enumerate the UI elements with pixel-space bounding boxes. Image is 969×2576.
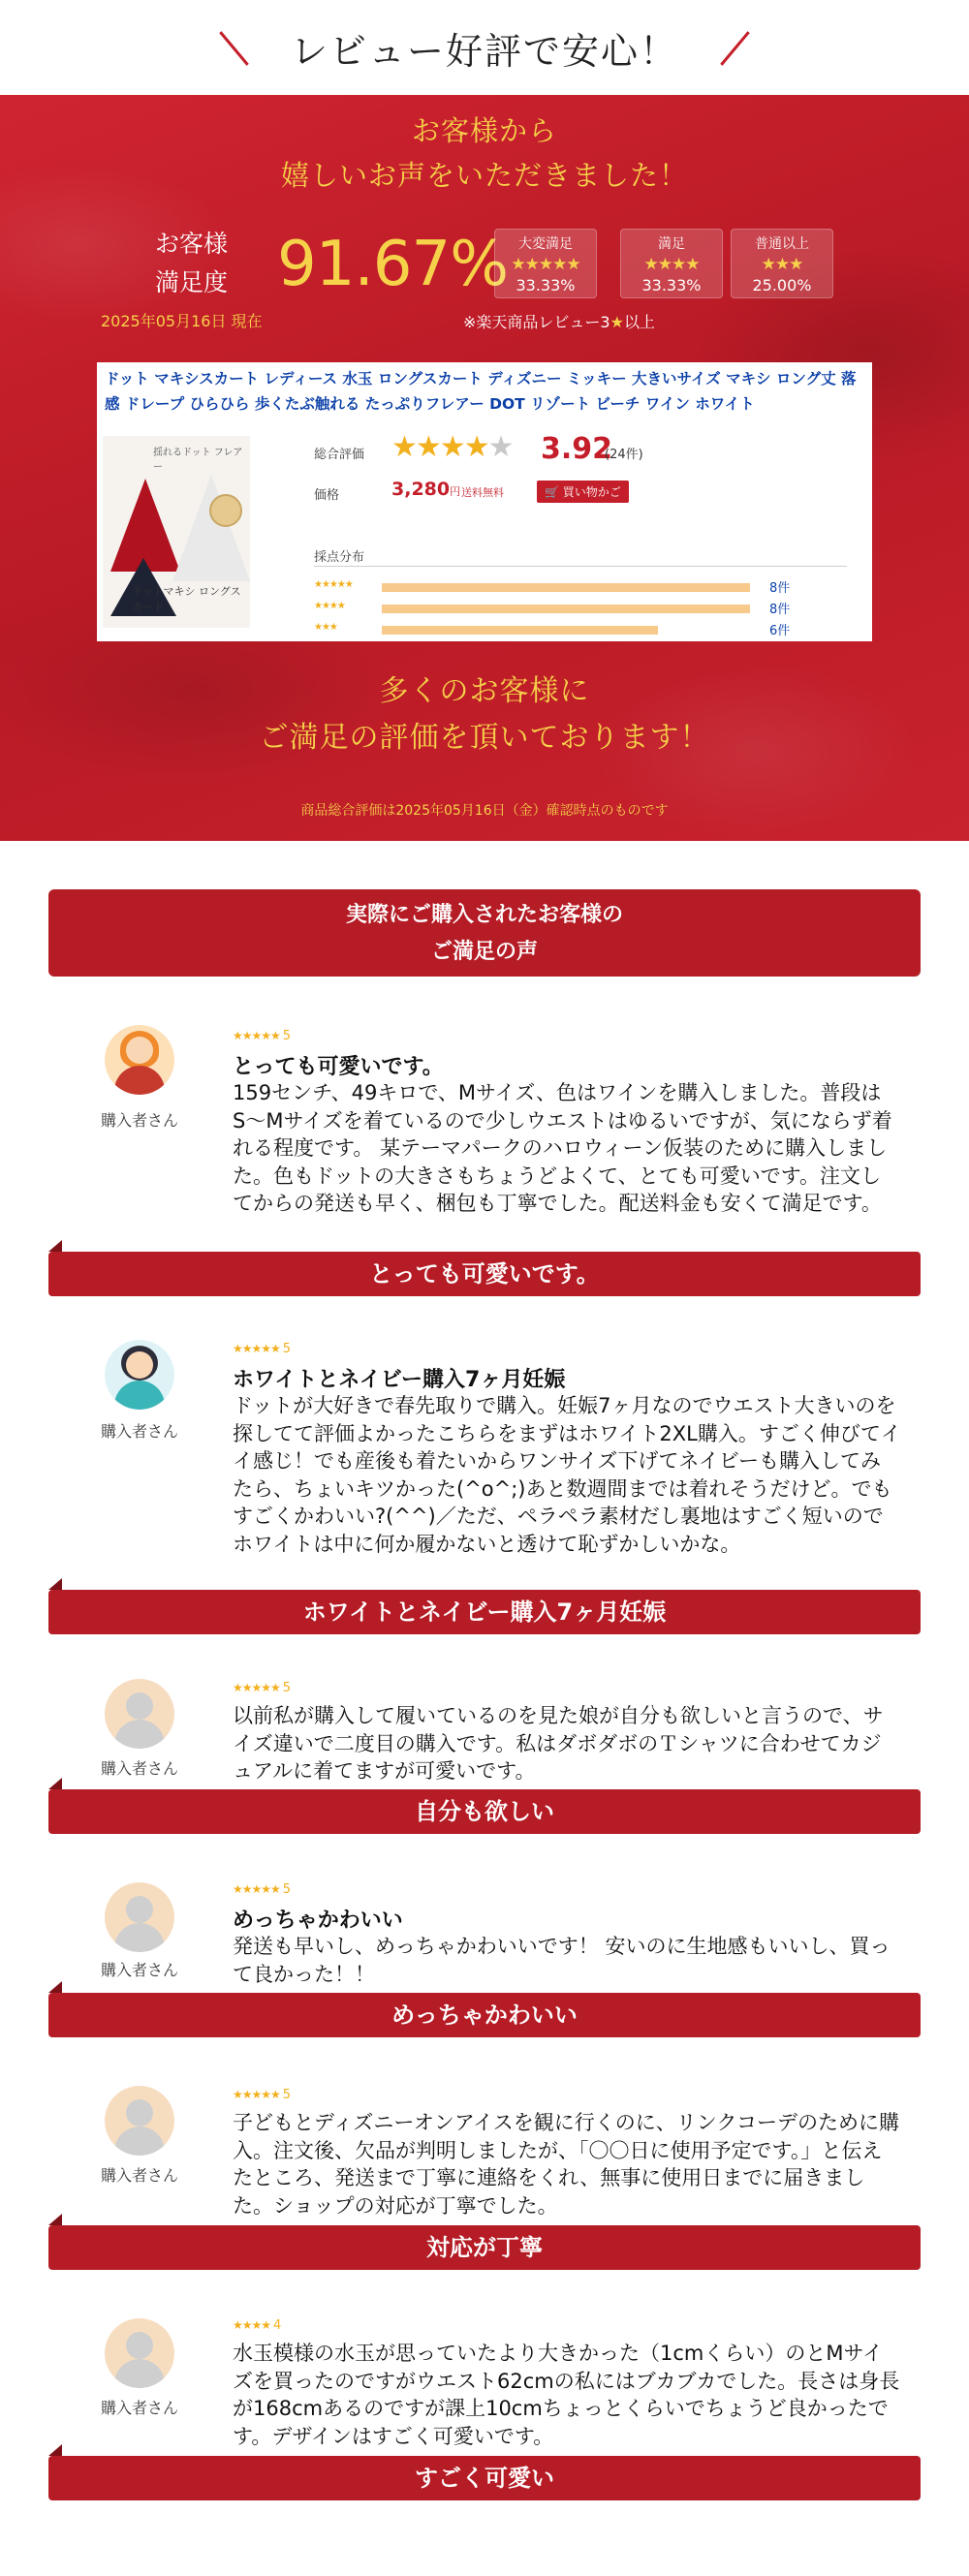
add-to-cart-button[interactable]: 🛒 買い物かご	[537, 481, 629, 503]
review-stars	[233, 2318, 280, 2333]
distribution-bar	[382, 626, 658, 635]
star-icon: ★★★★★	[233, 1342, 280, 1355]
page-header	[0, 0, 969, 95]
decorative-slash-left	[219, 31, 249, 66]
review-note-text: ※楽天商品レビュー3	[463, 313, 610, 331]
buyer-label: 購入者	[100, 1111, 147, 1130]
rating-number: 5	[282, 1681, 291, 1695]
overall-score: 3.92	[541, 432, 613, 466]
distribution-bar	[382, 605, 750, 613]
price-unit: 円	[450, 485, 461, 498]
buyer-label: 購入者	[100, 2166, 147, 2185]
thanks-heading	[0, 109, 969, 198]
review-item	[0, 1299, 969, 1636]
decorative-slash-right	[720, 31, 750, 66]
many-line-2: ご満足の評価を頂いております！	[259, 721, 710, 755]
image-caption: 揺れるドット フレアー	[153, 448, 243, 473]
rate-box-satisfied	[620, 229, 723, 298]
review-title: めっちゃかわいい	[233, 1909, 403, 1933]
rate-label: 満足	[658, 236, 685, 252]
rating-number: 4	[273, 2318, 281, 2333]
avatar-woman-orange-icon	[105, 1025, 174, 1095]
star-rating-icon: ★★★	[761, 255, 803, 274]
review-title: ホワイトとネイビー購入7ヶ月妊娠	[233, 1368, 566, 1392]
buyer-name	[95, 2163, 184, 2186]
buyer-label: 購入者	[100, 2399, 147, 2417]
price-label: 価格	[314, 488, 340, 503]
buyer-label: 購入者	[100, 1961, 147, 1979]
review-stars	[233, 1882, 290, 1897]
buyer-suffix: さん	[147, 1111, 179, 1130]
review-body: 発送も早いし、めっちゃかわいいです！ 安いのに生地感もいいし、買って良かった！！	[233, 1935, 891, 1986]
many-customers-heading	[0, 668, 969, 761]
review-stars	[233, 2088, 290, 2102]
avatar-woman-teal-icon	[105, 1340, 174, 1410]
buyer-suffix: さん	[147, 2166, 179, 2185]
rating-number: 5	[282, 1882, 291, 1897]
review-note-suffix: 以上	[623, 313, 655, 331]
review-body: 以前私が購入して履いているのを見た娘が自分も欲しいと言うので、サイズ違いで二度目の購入です。私はダボダボのＴシャツに合わせてカジュアルに着てますが可愛いです。	[233, 1704, 884, 1783]
review-note	[463, 310, 655, 332]
rate-box-very-satisfied	[494, 229, 597, 298]
price-value	[391, 479, 460, 500]
overall-star-icons: ★★★★★	[391, 430, 513, 464]
satisfaction-label-line-2: 満足度	[155, 268, 229, 296]
rate-percent: 33.33%	[516, 276, 576, 295]
buyer-name	[95, 1756, 184, 1779]
buyer-suffix: さん	[147, 1759, 179, 1778]
distribution-count-link[interactable]: 8件	[769, 603, 791, 617]
many-line-1: 多くのお客様に	[379, 674, 590, 708]
overall-rating-label: 総合評価	[314, 448, 365, 462]
avatar-placeholder-icon	[105, 2086, 174, 2156]
review-item	[0, 1844, 969, 2047]
dot-skirt-graphic	[172, 475, 250, 581]
thanks-line-1: お客様から	[411, 114, 557, 147]
distribution-row	[314, 577, 818, 599]
distribution-bar	[382, 583, 750, 592]
review-item	[0, 977, 969, 1299]
buyer-label: 購入者	[100, 1759, 147, 1778]
voices-line-2: ご満足の声	[430, 940, 538, 964]
review-summary-banner: とっても可愛いです。	[48, 1252, 921, 1296]
customer-voices-header	[48, 889, 921, 977]
star-icon: ★★★★	[233, 2318, 271, 2332]
star-icon: ★★★★	[314, 601, 345, 611]
review-summary-banner: すごく可愛い	[48, 2456, 921, 2500]
add-to-cart-label: 買い物かご	[562, 485, 621, 499]
star-icon: ★★★★★	[314, 579, 353, 590]
rate-box-above-average	[731, 229, 833, 298]
review-count: (24件)	[605, 448, 643, 462]
review-summary-banner: めっちゃかわいい	[48, 1993, 921, 2037]
distribution-row	[314, 620, 818, 641]
hat-graphic	[209, 494, 242, 527]
date-note: 2025年05月16日 現在	[101, 312, 263, 330]
review-item	[0, 2280, 969, 2502]
star-icon: ★★★★★	[233, 1029, 280, 1042]
distribution-count-link[interactable]: 6件	[769, 624, 791, 638]
product-card[interactable]	[97, 362, 872, 641]
shipping-free-label: 送料無料	[461, 486, 504, 499]
product-image[interactable]	[103, 436, 250, 628]
review-title: とっても可愛いです。	[233, 1055, 444, 1079]
rate-percent: 33.33%	[641, 276, 702, 295]
buyer-name	[95, 1958, 184, 1980]
star-icon: ★★★★★	[233, 1882, 280, 1896]
star-rating-icon: ★★★★	[643, 255, 700, 274]
image-caption: ドットマキシ ロングスカート	[132, 585, 241, 613]
price-number: 3,280	[391, 479, 451, 500]
product-title-link[interactable]: ドット マキシスカート レディース 水玉 ロングスカート ディズニー ミッキー 大きいサイズ マキシ ロング丈 落感 ドレープ ひらひら 歩くたぶ触れる たっぷりフレアー DOT リゾート ビーチ ワイン ホワイト	[105, 370, 857, 413]
rating-number: 5	[282, 2088, 291, 2102]
footnote: 商品総合評価は2025年05月16日（金）確認時点のものです	[300, 803, 669, 819]
thanks-line-2: 嬉しいお声をいただきました！	[280, 159, 688, 192]
distribution-count-link[interactable]: 8件	[769, 581, 791, 596]
review-stars	[233, 1342, 290, 1356]
divider	[314, 566, 847, 567]
rate-percent: 25.00%	[752, 276, 812, 295]
buyer-suffix: さん	[147, 1422, 179, 1441]
rate-label: 大変満足	[518, 236, 573, 252]
buyer-name	[95, 2396, 184, 2418]
star-icon: ★	[610, 313, 624, 331]
review-summary-banner: 自分も欲しい	[48, 1789, 921, 1834]
review-summary-banner: ホワイトとネイビー購入7ヶ月妊娠	[48, 1590, 921, 1634]
rate-label: 普通以上	[755, 236, 809, 252]
satisfaction-panel	[0, 95, 969, 841]
buyer-suffix: さん	[147, 1961, 179, 1979]
review-body: 子どもとディズニーオンアイスを観に行くのに、リンクコーデのために購入。注文後、欠品が判明しましたが、「〇〇日に使用予定です。」と伝えたところ、発送まで丁寧に連絡をくれ、無事に使用日までに届きました。ショップの対応が丁寧でした。	[233, 2111, 899, 2218]
avatar-placeholder-icon	[105, 2318, 174, 2388]
star-icon: ★★★	[314, 622, 337, 633]
satisfaction-label-line-1: お客様	[155, 230, 229, 258]
star-icon: ★★★★★	[233, 1681, 280, 1694]
satisfaction-label	[155, 225, 228, 302]
buyer-suffix: さん	[147, 2399, 179, 2417]
satisfaction-percent: 91.67%	[277, 229, 509, 300]
review-item	[0, 2047, 969, 2280]
buyer-name	[95, 1419, 184, 1442]
review-body: 159センチ、49キロで、Mサイズ、色はワインを購入しました。普段はS〜Mサイズを着ているので少しウエストはゆるいですが、気にならず着れる程度です。 某テーマパークのハロウィーン仮装のために購入しました。色もドットの大きさもちょうどよくて、とても可愛いです。注文してからの発送も早く、梱包も丁寧でした。配送料金も安くて満足です。	[233, 1081, 892, 1215]
review-item	[0, 1636, 969, 1844]
review-stars	[233, 1029, 290, 1043]
rating-number: 5	[282, 1342, 291, 1356]
avatar-placeholder-icon	[105, 1679, 174, 1749]
page-title: レビュー好評で安心！	[290, 29, 678, 73]
rating-number: 5	[282, 1029, 291, 1043]
review-stars	[233, 1681, 290, 1695]
voices-line-1: 実際にご購入されたお客様の	[345, 903, 623, 927]
star-rating-icon: ★★★★★	[511, 255, 580, 274]
star-icon: ★★★★★	[233, 2088, 280, 2101]
distribution-label: 採点分布	[314, 550, 365, 565]
avatar-placeholder-icon	[105, 1882, 174, 1952]
buyer-label: 購入者	[100, 1422, 147, 1441]
distribution-row	[314, 599, 818, 620]
review-body: 水玉模様の水玉が思っていたより大きかった（1cmくらい）のとMサイズを買ったのですがウエスト62cmの私にはブカブカでした。長さは身長が168cmあるのですが課上10cmちょっとくらいでちょうど良かったです。デザインはすごく可愛いです。	[233, 2342, 900, 2448]
review-summary-banner: 対応が丁寧	[48, 2225, 921, 2270]
review-body: ドットが大好きで春先取りで購入。妊娠7ヶ月なのでウエスト大きいのを探してて評価よかったこちらをまずはホワイト2XL購入。すごく伸びてイイ感じ！でも産後も着たいからワンサイズ下げてネイビーも購入してみたら、ちょいキツかった(^o^;)あと数週間までは着れそうだけど。でもすごくかわいい?(^^)／ただ、ペラペラ素材だし裏地はすごく短いのでホワイトは中に何か履かないと透けて恥ずかしいかな。	[233, 1394, 901, 1556]
buyer-name	[95, 1108, 184, 1131]
